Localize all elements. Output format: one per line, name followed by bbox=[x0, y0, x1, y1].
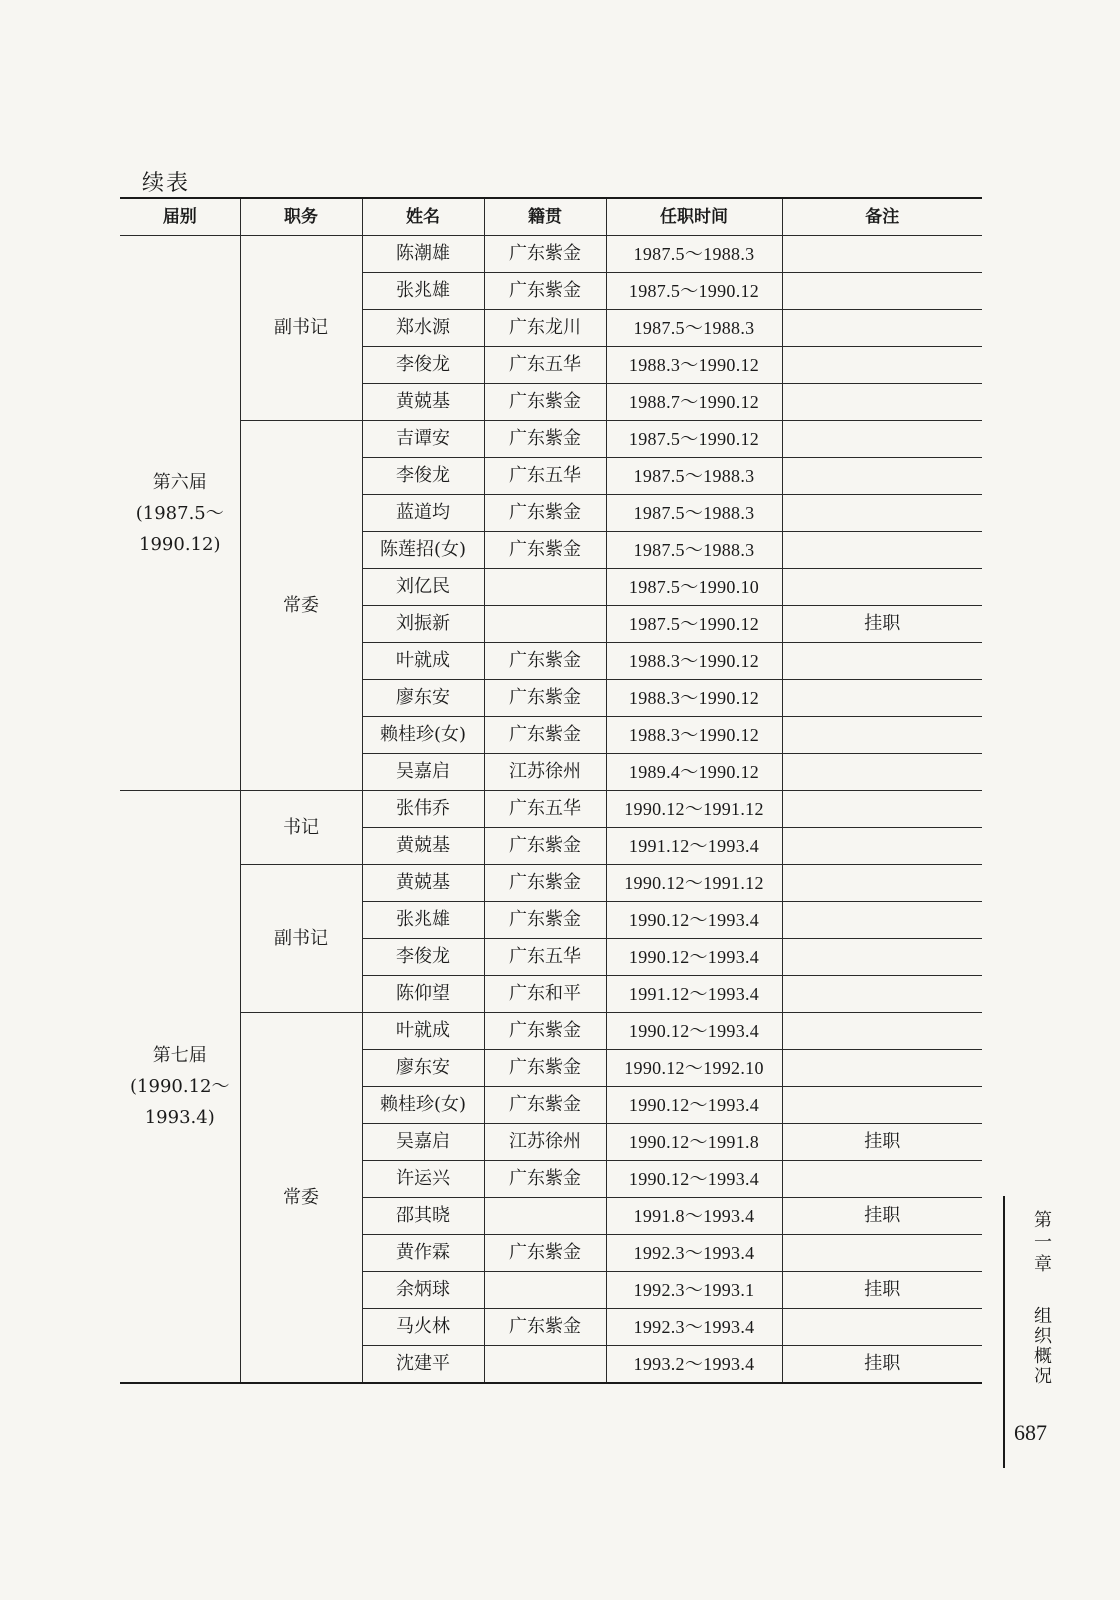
header-origin: 籍贯 bbox=[484, 198, 606, 236]
header-position: 职务 bbox=[240, 198, 362, 236]
note-cell: 挂职 bbox=[782, 1198, 982, 1235]
origin-cell: 广东紫金 bbox=[484, 532, 606, 569]
origin-cell: 广东紫金 bbox=[484, 902, 606, 939]
name-cell: 张兆雄 bbox=[362, 273, 484, 310]
tenure-cell: 1990.12～1993.4 bbox=[606, 902, 782, 939]
term-label-line: (1987.5～ bbox=[135, 502, 224, 524]
tenure-cell: 1992.3～1993.4 bbox=[606, 1235, 782, 1272]
name-cell: 马火林 bbox=[362, 1309, 484, 1346]
note-cell bbox=[782, 347, 982, 384]
note-cell bbox=[782, 754, 982, 791]
position-cell: 常委 bbox=[240, 421, 362, 791]
name-cell: 郑水源 bbox=[362, 310, 484, 347]
name-cell: 陈潮雄 bbox=[362, 236, 484, 273]
name-cell: 蓝道均 bbox=[362, 495, 484, 532]
tenure-cell: 1988.3～1990.12 bbox=[606, 643, 782, 680]
origin-cell: 广东五华 bbox=[484, 347, 606, 384]
table-caption: 续表 bbox=[142, 171, 191, 196]
name-cell: 赖桂珍(女) bbox=[362, 1087, 484, 1124]
name-cell: 李俊龙 bbox=[362, 347, 484, 384]
term-label-line: (1990.12～ bbox=[130, 1076, 230, 1097]
note-cell bbox=[782, 902, 982, 939]
tenure-cell: 1991.12～1993.4 bbox=[606, 976, 782, 1013]
origin-cell: 广东紫金 bbox=[484, 1087, 606, 1124]
origin-cell: 江苏徐州 bbox=[484, 754, 606, 791]
tenure-cell: 1987.5～1988.3 bbox=[606, 532, 782, 569]
note-cell bbox=[782, 976, 982, 1013]
note-cell bbox=[782, 458, 982, 495]
note-cell: 挂职 bbox=[782, 1272, 982, 1309]
note-cell bbox=[782, 1235, 982, 1272]
note-cell bbox=[782, 1309, 982, 1346]
tenure-cell: 1990.12～1991.8 bbox=[606, 1124, 782, 1161]
header-tenure: 任职时间 bbox=[606, 198, 782, 236]
origin-cell: 广东紫金 bbox=[484, 865, 606, 902]
name-cell: 吴嘉启 bbox=[362, 754, 484, 791]
tenure-cell: 1990.12～1993.4 bbox=[606, 939, 782, 976]
note-cell bbox=[782, 310, 982, 347]
name-cell: 张兆雄 bbox=[362, 902, 484, 939]
tenure-cell: 1991.8～1993.4 bbox=[606, 1198, 782, 1235]
roster-body bbox=[120, 236, 982, 1384]
origin-cell: 广东龙川 bbox=[484, 310, 606, 347]
note-cell bbox=[782, 384, 982, 421]
origin-cell: 广东紫金 bbox=[484, 1235, 606, 1272]
name-cell: 余炳球 bbox=[362, 1272, 484, 1309]
header-name: 姓名 bbox=[362, 198, 484, 236]
term-label-line: 第七届 bbox=[152, 1045, 207, 1066]
note-cell bbox=[782, 569, 982, 606]
note-cell bbox=[782, 421, 982, 458]
origin-cell: 广东紫金 bbox=[484, 828, 606, 865]
header-row bbox=[120, 198, 982, 236]
table-row bbox=[120, 421, 982, 458]
name-cell: 叶就成 bbox=[362, 643, 484, 680]
origin-cell: 广东紫金 bbox=[484, 643, 606, 680]
origin-cell: 江苏徐州 bbox=[484, 1124, 606, 1161]
table-row bbox=[120, 865, 982, 902]
tenure-cell: 1990.12～1991.12 bbox=[606, 865, 782, 902]
name-cell: 许运兴 bbox=[362, 1161, 484, 1198]
tenure-cell: 1988.3～1990.12 bbox=[606, 717, 782, 754]
header-term: 届别 bbox=[120, 198, 240, 236]
note-cell: 挂职 bbox=[782, 1124, 982, 1161]
term-label-line: 1993.4) bbox=[144, 1107, 215, 1128]
name-cell: 赖桂珍(女) bbox=[362, 717, 484, 754]
origin-cell: 广东紫金 bbox=[484, 495, 606, 532]
note-cell bbox=[782, 1013, 982, 1050]
note-cell bbox=[782, 791, 982, 828]
term-label-line: 第六届 bbox=[152, 471, 207, 493]
origin-cell: 广东紫金 bbox=[484, 421, 606, 458]
origin-cell: 广东紫金 bbox=[484, 384, 606, 421]
tenure-cell: 1990.12～1992.10 bbox=[606, 1050, 782, 1087]
name-cell: 廖东安 bbox=[362, 680, 484, 717]
origin-cell: 广东紫金 bbox=[484, 717, 606, 754]
tenure-cell: 1987.5～1990.12 bbox=[606, 273, 782, 310]
tenure-cell: 1993.2～1993.4 bbox=[606, 1346, 782, 1384]
position-cell: 副书记 bbox=[240, 236, 362, 421]
roster-table bbox=[120, 197, 982, 1384]
origin-cell: 广东五华 bbox=[484, 458, 606, 495]
table-row bbox=[120, 1013, 982, 1050]
note-cell bbox=[782, 273, 982, 310]
tenure-cell: 1990.12～1993.4 bbox=[606, 1087, 782, 1124]
origin-cell bbox=[484, 1272, 606, 1309]
header-note: 备注 bbox=[782, 198, 982, 236]
note-cell bbox=[782, 532, 982, 569]
note-cell bbox=[782, 828, 982, 865]
tenure-cell: 1991.12～1993.4 bbox=[606, 828, 782, 865]
note-cell bbox=[782, 680, 982, 717]
term-cell bbox=[120, 236, 240, 791]
note-cell: 挂职 bbox=[782, 1346, 982, 1384]
name-cell: 陈莲招(女) bbox=[362, 532, 484, 569]
note-cell bbox=[782, 236, 982, 273]
name-cell: 刘振新 bbox=[362, 606, 484, 643]
term-cell bbox=[120, 791, 240, 1384]
origin-cell: 广东紫金 bbox=[484, 273, 606, 310]
tenure-cell: 1989.4～1990.12 bbox=[606, 754, 782, 791]
tenure-cell: 1992.3～1993.1 bbox=[606, 1272, 782, 1309]
tenure-cell: 1990.12～1993.4 bbox=[606, 1161, 782, 1198]
position-cell: 常委 bbox=[240, 1013, 362, 1384]
name-cell: 黄兢基 bbox=[362, 865, 484, 902]
name-cell: 吉谭安 bbox=[362, 421, 484, 458]
origin-cell bbox=[484, 1198, 606, 1235]
origin-cell: 广东紫金 bbox=[484, 1050, 606, 1087]
tenure-cell: 1988.3～1990.12 bbox=[606, 347, 782, 384]
name-cell: 吴嘉启 bbox=[362, 1124, 484, 1161]
origin-cell: 广东紫金 bbox=[484, 236, 606, 273]
note-cell: 挂职 bbox=[782, 606, 982, 643]
page-number: 687 bbox=[1014, 1420, 1047, 1445]
side-tab-section: 组织概况 bbox=[1031, 1306, 1052, 1386]
note-cell bbox=[782, 1161, 982, 1198]
origin-cell bbox=[484, 606, 606, 643]
note-cell bbox=[782, 1050, 982, 1087]
name-cell: 廖东安 bbox=[362, 1050, 484, 1087]
origin-cell: 广东紫金 bbox=[484, 680, 606, 717]
tenure-cell: 1987.5～1990.12 bbox=[606, 421, 782, 458]
side-tab-chapter: 第一章 bbox=[1031, 1210, 1052, 1276]
tenure-cell: 1988.3～1990.12 bbox=[606, 680, 782, 717]
position-cell: 副书记 bbox=[240, 865, 362, 1013]
tenure-cell: 1990.12～1993.4 bbox=[606, 1013, 782, 1050]
term-label-line: 1990.12) bbox=[139, 533, 221, 555]
name-cell: 陈仰望 bbox=[362, 976, 484, 1013]
tenure-cell: 1987.5～1990.12 bbox=[606, 606, 782, 643]
origin-cell: 广东紫金 bbox=[484, 1161, 606, 1198]
name-cell: 黄作霖 bbox=[362, 1235, 484, 1272]
origin-cell: 广东五华 bbox=[484, 791, 606, 828]
origin-cell: 广东和平 bbox=[484, 976, 606, 1013]
name-cell: 黄兢基 bbox=[362, 828, 484, 865]
tenure-cell: 1987.5～1990.10 bbox=[606, 569, 782, 606]
origin-cell: 广东五华 bbox=[484, 939, 606, 976]
tenure-cell: 1992.3～1993.4 bbox=[606, 1309, 782, 1346]
position-cell: 书记 bbox=[240, 791, 362, 865]
name-cell: 黄兢基 bbox=[362, 384, 484, 421]
tenure-cell: 1987.5～1988.3 bbox=[606, 236, 782, 273]
table-row bbox=[120, 791, 982, 828]
name-cell: 沈建平 bbox=[362, 1346, 484, 1384]
tenure-cell: 1987.5～1988.3 bbox=[606, 310, 782, 347]
name-cell: 张伟乔 bbox=[362, 791, 484, 828]
tenure-cell: 1987.5～1988.3 bbox=[606, 458, 782, 495]
note-cell bbox=[782, 939, 982, 976]
note-cell bbox=[782, 1087, 982, 1124]
note-cell bbox=[782, 717, 982, 754]
tenure-cell: 1990.12～1991.12 bbox=[606, 791, 782, 828]
note-cell bbox=[782, 865, 982, 902]
name-cell: 李俊龙 bbox=[362, 458, 484, 495]
name-cell: 叶就成 bbox=[362, 1013, 484, 1050]
origin-cell: 广东紫金 bbox=[484, 1013, 606, 1050]
origin-cell bbox=[484, 1346, 606, 1384]
name-cell: 邵其晓 bbox=[362, 1198, 484, 1235]
origin-cell bbox=[484, 569, 606, 606]
tenure-cell: 1987.5～1988.3 bbox=[606, 495, 782, 532]
origin-cell: 广东紫金 bbox=[484, 1309, 606, 1346]
name-cell: 刘亿民 bbox=[362, 569, 484, 606]
note-cell bbox=[782, 495, 982, 532]
name-cell: 李俊龙 bbox=[362, 939, 484, 976]
note-cell bbox=[782, 643, 982, 680]
table-row bbox=[120, 236, 982, 273]
tenure-cell: 1988.7～1990.12 bbox=[606, 384, 782, 421]
side-tab-rule bbox=[1003, 1196, 1005, 1468]
